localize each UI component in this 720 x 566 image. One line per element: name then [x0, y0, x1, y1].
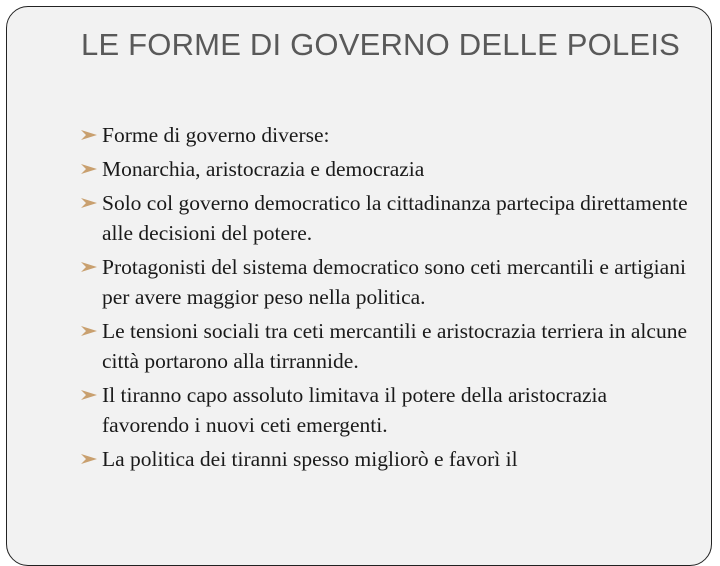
bullet-text: La politica dei tiranni spesso migliorò e favorì il [102, 447, 518, 471]
arrow-bullet-icon [81, 453, 97, 465]
slide-title: LE FORME DI GOVERNO DELLE POLEIS [81, 27, 681, 62]
arrow-bullet-icon [81, 325, 97, 337]
arrow-bullet-icon [81, 389, 97, 401]
bullet-item [81, 120, 691, 150]
bullet-text: Le tensioni sociali tra ceti mercantili e aristocrazia terriera in alcune città portarono alla tirrannide. [102, 319, 687, 373]
bullet-list [81, 120, 691, 478]
bullet-item [81, 316, 691, 376]
bullet-text: Forme di governo diverse: [102, 123, 330, 147]
bullet-item [81, 188, 691, 248]
arrow-bullet-icon [81, 163, 97, 175]
bullet-item [81, 444, 691, 474]
arrow-bullet-icon [81, 197, 97, 209]
bullet-text: Monarchia, aristocrazia e democrazia [102, 157, 425, 181]
bullet-text: Protagonisti del sistema democratico sono ceti mercantili e artigiani per avere maggior peso nella politica. [102, 255, 686, 309]
bullet-text: Solo col governo democratico la cittadinanza partecipa direttamente alle decisioni del potere. [102, 191, 688, 245]
arrow-bullet-icon [81, 129, 97, 141]
bullet-text: Il tiranno capo assoluto limitava il potere della aristocrazia favorendo i nuovi ceti emergenti. [102, 383, 608, 437]
bullet-item [81, 380, 691, 440]
bullet-item [81, 154, 691, 184]
bullet-item [81, 252, 691, 312]
slide [6, 6, 712, 566]
arrow-bullet-icon [81, 261, 97, 273]
